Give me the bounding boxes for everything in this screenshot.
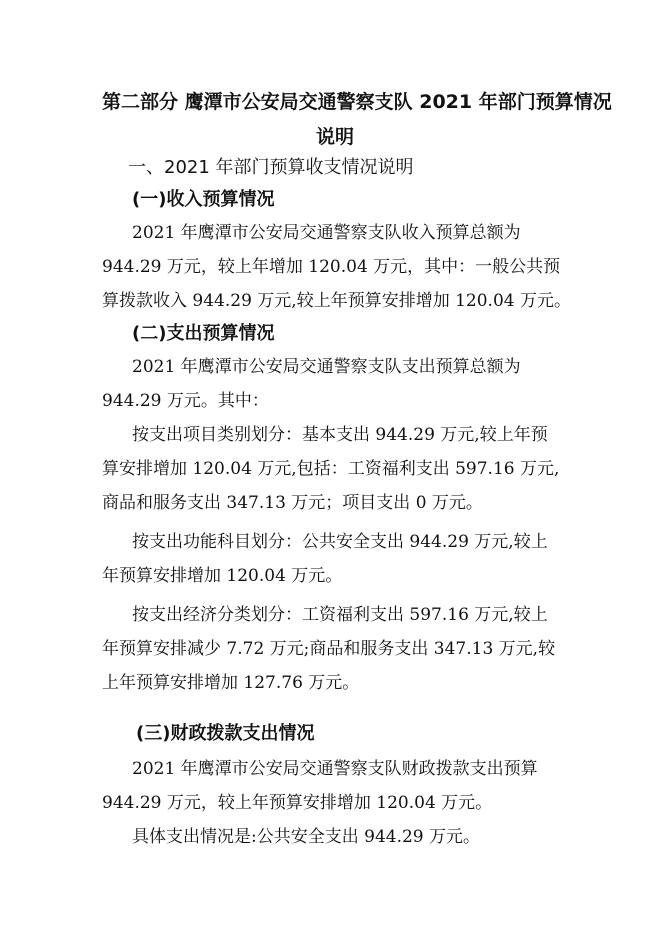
income-heading: (一)收入预算情况 — [132, 189, 275, 210]
section-heading: 一、2021 年部门预算收支情况说明 — [128, 157, 414, 178]
page-title-line-1: 第二部分 鹰潭市公安局交通警察支队 2021 年部门预算情况 — [102, 91, 612, 113]
page-title-line-2: 说明 — [316, 126, 355, 148]
expenditure-project-line-2: 算安排增加 120.04 万元,包括：工资福利支出 597.16 万元, — [102, 459, 560, 479]
expenditure-economic-line-3: 上年预算安排增加 127.76 万元。 — [102, 673, 360, 693]
expenditure-function-line-1: 按支出功能科目划分：公共安全支出 944.29 万元,较上 — [132, 532, 548, 552]
income-line-1: 2021 年鹰潭市公安局交通警察支队收入预算总额为 — [132, 223, 521, 243]
expenditure-total-line-1: 2021 年鹰潭市公安局交通警察支队支出预算总额为 — [132, 357, 521, 377]
expenditure-project-line-1: 按支出项目类别划分：基本支出 944.29 万元,较上年预 — [132, 425, 548, 445]
income-line-3: 算拨款收入 944.29 万元,较上年预算安排增加 120.04 万元。 — [102, 291, 571, 311]
expenditure-economic-line-1: 按支出经济分类划分：工资福利支出 597.16 万元,较上 — [132, 605, 548, 625]
expenditure-project-line-3: 商品和服务支出 347.13 万元；项目支出 0 万元。 — [102, 493, 483, 513]
fiscal-heading: (三)财政拨款支出情况 — [136, 723, 315, 744]
expenditure-heading: (二)支出预算情况 — [132, 323, 275, 344]
expenditure-economic-line-2: 年预算安排减少 7.72 万元;商品和服务支出 347.13 万元,较 — [102, 639, 556, 659]
fiscal-line-2: 944.29 万元，较上年预算安排增加 120.04 万元。 — [102, 793, 493, 813]
fiscal-line-1: 2021 年鹰潭市公安局交通警察支队财政拨款支出预算 — [132, 759, 538, 779]
expenditure-total-line-2: 944.29 万元。其中： — [102, 391, 269, 411]
income-line-2: 944.29 万元，较上年增加 120.04 万元，其中：一般公共预 — [102, 257, 561, 277]
fiscal-line-3: 具体支出情况是:公共安全支出 944.29 万元。 — [132, 827, 481, 847]
expenditure-function-line-2: 年预算安排增加 120.04 万元。 — [102, 566, 343, 586]
